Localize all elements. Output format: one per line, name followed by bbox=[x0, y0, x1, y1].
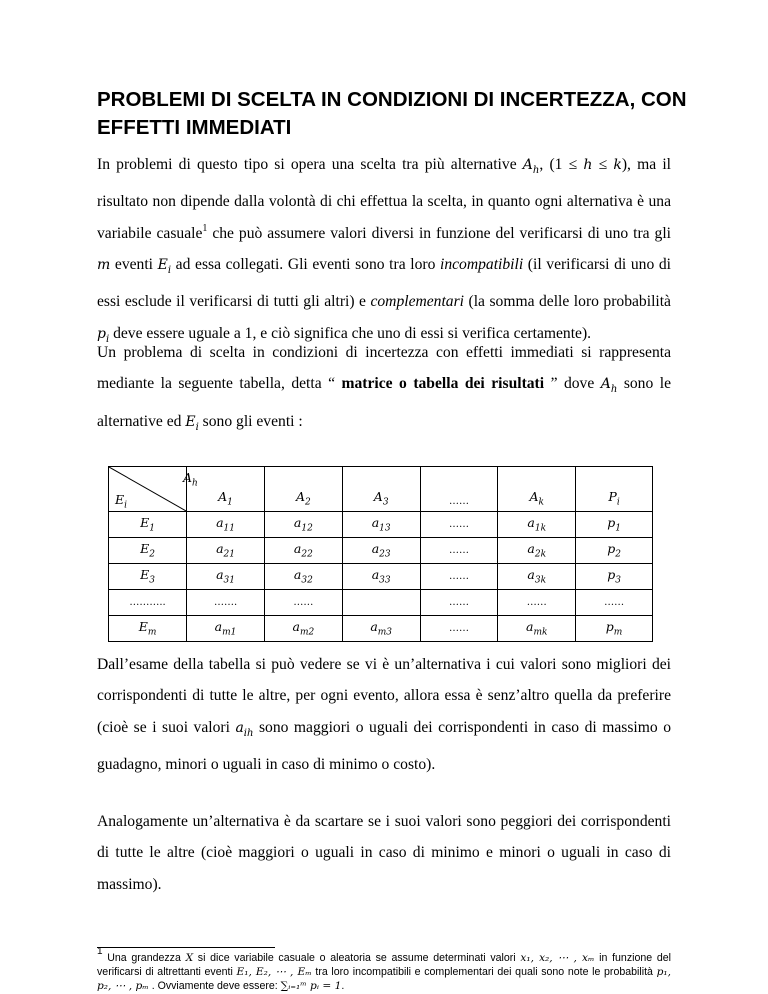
text: . bbox=[341, 980, 345, 992]
math-sub: ih bbox=[243, 727, 254, 739]
value-cell bbox=[187, 616, 265, 642]
table-intro-paragraph bbox=[97, 337, 671, 443]
cell-value: …… bbox=[448, 519, 469, 530]
text: deve essere uguale a 1, e ciò significa che uno di essi si verifica certamente). bbox=[109, 324, 592, 342]
math-var: p₁, p₂, ⋯ , pₘ bbox=[97, 966, 671, 992]
value-cell bbox=[420, 564, 498, 590]
cell-subscript: 2 bbox=[305, 497, 311, 507]
cell-value: a bbox=[371, 515, 380, 531]
math bbox=[600, 376, 618, 396]
value-cell bbox=[576, 616, 653, 642]
header-cell bbox=[187, 467, 265, 512]
value-cell bbox=[342, 616, 420, 642]
cell-subscript: 12 bbox=[301, 523, 313, 534]
cell-subscript: mk bbox=[533, 627, 548, 638]
cell-subscript: 21 bbox=[223, 549, 235, 560]
math-var: A bbox=[522, 157, 533, 173]
cell-value: a bbox=[293, 541, 302, 557]
text: eventi bbox=[110, 256, 158, 274]
cell-value: E bbox=[140, 541, 150, 557]
cell-value: a bbox=[216, 541, 224, 557]
math-sub: i bbox=[167, 264, 172, 276]
value-cell bbox=[342, 590, 420, 616]
cell-value: a bbox=[526, 619, 534, 635]
math-sub: h bbox=[532, 164, 540, 176]
cell-value: a bbox=[292, 619, 300, 635]
cell-subscript: 1k bbox=[534, 523, 547, 534]
text: che può assumere valori diversi in funzione del verificarsi di uno tra gli bbox=[207, 224, 671, 242]
text: (il verificarsi di uno di essi esclude il verificarsi di tutti gli altri) e bbox=[97, 256, 671, 311]
table-header-row bbox=[109, 467, 653, 512]
event-cell bbox=[109, 616, 187, 642]
value-cell bbox=[576, 538, 653, 564]
value-cell bbox=[187, 538, 265, 564]
cell-subscript: 22 bbox=[301, 549, 313, 560]
table-row bbox=[109, 538, 653, 564]
cell-value: p bbox=[607, 567, 616, 583]
value-cell bbox=[264, 616, 342, 642]
cell-subscript: 1 bbox=[615, 523, 621, 534]
math bbox=[522, 157, 540, 176]
analysis-paragraph bbox=[97, 649, 671, 780]
cell-value: p bbox=[607, 515, 616, 531]
text: sono maggiori o uguali dei corrispondenti in caso di massimo o guadagno, minori o uguali in caso di minimo o costo). bbox=[97, 718, 671, 774]
cell-subscript: 3 bbox=[149, 575, 155, 586]
cell-value: A bbox=[295, 488, 305, 504]
math-var: E bbox=[185, 413, 196, 430]
cell-subscript: 2k bbox=[534, 549, 547, 560]
text: si dice variabile casuale o aleatoria se assume determinati valori bbox=[193, 952, 521, 964]
cell-subscript: 2 bbox=[149, 549, 155, 560]
cell-subscript: 32 bbox=[301, 575, 313, 586]
value-cell bbox=[420, 590, 498, 616]
text: Dall’esame della tabella si può vedere se vi è un’alternativa i cui valori sono migliori dei corrispondenti di tutte le altre, per ogni evento, allora essa è senz’altro quella da preferire (cioè se i suoi valori bbox=[97, 656, 671, 736]
math-sub: i bbox=[195, 421, 199, 433]
value-cell bbox=[576, 564, 653, 590]
cell-value: …… bbox=[448, 545, 469, 556]
footnote-separator bbox=[97, 947, 275, 948]
cell-value: a bbox=[293, 515, 302, 531]
value-cell bbox=[420, 616, 498, 642]
document-title: PROBLEMI DI SCELTA IN CONDIZIONI DI INCERTEZZA, CON EFFETTI IMMEDIATI bbox=[97, 88, 687, 139]
cell-subscript: 33 bbox=[379, 575, 391, 586]
cell-subscript: 31 bbox=[223, 575, 235, 586]
cell-value: ……. bbox=[213, 597, 238, 608]
footnote-number: 1 bbox=[97, 946, 103, 957]
cell-value: a bbox=[214, 619, 223, 635]
cell-value: A bbox=[373, 488, 383, 504]
table-row bbox=[109, 590, 653, 616]
cell-value: p bbox=[605, 619, 614, 635]
text: . Ovviamente deve essere: bbox=[148, 980, 281, 992]
value-cell bbox=[498, 538, 576, 564]
event-cell bbox=[109, 590, 187, 616]
value-cell bbox=[576, 590, 653, 616]
cell-value: a bbox=[527, 541, 535, 557]
value-cell bbox=[264, 512, 342, 538]
event-cell bbox=[109, 538, 187, 564]
cell-value: a bbox=[216, 515, 224, 531]
emphasis: complementari bbox=[370, 293, 465, 311]
footnote bbox=[97, 946, 671, 993]
value-cell bbox=[342, 538, 420, 564]
footnote-ref[interactable]: 1 bbox=[202, 222, 208, 234]
results-matrix-table bbox=[108, 466, 653, 642]
event-cell bbox=[109, 564, 187, 590]
cell-subscript: m2 bbox=[299, 627, 315, 638]
text: ad essa collegati. Gli eventi sono tra loro bbox=[171, 256, 440, 274]
cell-subscript: 3 bbox=[382, 497, 389, 507]
cell-subscript: m1 bbox=[222, 627, 237, 638]
text: ” dove bbox=[544, 375, 601, 393]
cell-subscript: 23 bbox=[379, 549, 391, 560]
cell-value: E bbox=[138, 619, 148, 635]
math-var: k bbox=[613, 157, 622, 173]
header-cell bbox=[264, 467, 342, 512]
cell-subscript: 1 bbox=[227, 497, 233, 507]
math bbox=[185, 413, 199, 433]
cell-subscript: k bbox=[538, 497, 544, 507]
cell-value: a bbox=[216, 567, 224, 583]
math-var: E₁, E₂, ⋯ , Eₘ bbox=[236, 966, 312, 978]
math-var: m bbox=[97, 257, 111, 274]
cell-value: …… bbox=[448, 623, 469, 634]
math bbox=[235, 719, 254, 739]
value-cell bbox=[420, 538, 498, 564]
intro-paragraph bbox=[97, 149, 671, 355]
alternatives-label bbox=[183, 470, 198, 489]
math-var: x₁, x₂, ⋯ , xₘ bbox=[520, 952, 595, 964]
value-cell bbox=[342, 512, 420, 538]
label-var: A bbox=[183, 470, 193, 485]
cell-value: …… bbox=[448, 571, 469, 582]
text: Una grandezza bbox=[102, 952, 186, 964]
value-cell bbox=[342, 564, 420, 590]
cell-subscript: 1 bbox=[149, 523, 155, 534]
math-sub: i bbox=[105, 333, 110, 345]
emphasis: incompatibili bbox=[440, 256, 524, 274]
cell-subscript: m bbox=[147, 627, 157, 638]
cell-value: a bbox=[527, 567, 535, 583]
cell-subscript: m3 bbox=[377, 627, 393, 638]
cell-value: P bbox=[608, 488, 617, 504]
table-row bbox=[109, 616, 653, 642]
discard-paragraph: Analogamente un’alternativa è da scartare se i suoi valori sono peggiori dei corrispondenti di tutte le altre (cioè maggiori o uguali in caso di minimo e minori o uguali in caso di massimo). bbox=[97, 813, 671, 893]
cell-value: …… bbox=[604, 597, 625, 608]
cell-value: A bbox=[529, 488, 539, 504]
label-sub: h bbox=[192, 478, 198, 489]
header-cell bbox=[498, 467, 576, 512]
cell-value: E bbox=[140, 567, 150, 583]
math-var: X bbox=[185, 952, 194, 964]
math bbox=[157, 257, 172, 276]
text: in funzione del verificarsi di altrettanti eventi bbox=[97, 952, 671, 978]
cell-value: a bbox=[371, 567, 380, 583]
text: (la somma delle loro probabilità bbox=[464, 293, 671, 311]
header-cell bbox=[342, 467, 420, 512]
value-cell bbox=[187, 564, 265, 590]
cell-subscript: 13 bbox=[379, 523, 391, 534]
label-sub: i bbox=[124, 500, 128, 511]
table-row bbox=[109, 512, 653, 538]
text: In problemi di questo tipo si opera una scelta tra più alternative bbox=[97, 156, 523, 173]
value-cell bbox=[420, 512, 498, 538]
cell-value: …… bbox=[448, 597, 469, 608]
cell-subscript: i bbox=[616, 497, 620, 507]
cell-subscript: m bbox=[613, 627, 623, 638]
math-var: E bbox=[157, 257, 168, 274]
events-label bbox=[115, 492, 127, 511]
cell-subscript: 3 bbox=[615, 575, 621, 586]
table-row bbox=[109, 564, 653, 590]
math-var: h bbox=[583, 157, 593, 173]
math-var: p bbox=[97, 325, 106, 342]
cell-value: a bbox=[371, 541, 380, 557]
header-cell bbox=[576, 467, 653, 512]
label-var: E bbox=[115, 492, 125, 507]
cell-value: …… bbox=[293, 597, 314, 608]
cell-value: …… bbox=[448, 496, 469, 507]
math-var: ∑ᵢ₌₁ᵐ pᵢ = 1 bbox=[280, 980, 342, 992]
cell-subscript: 2 bbox=[615, 549, 621, 560]
text: ), ma il risultato non dipende dalla volontà di chi effettua la scelta, in quanto ogni alternativa è una variabile casuale bbox=[97, 156, 671, 242]
math-var: a bbox=[235, 719, 244, 736]
event-cell bbox=[109, 512, 187, 538]
text: sono gli eventi : bbox=[198, 412, 303, 430]
cell-subscript: 3k bbox=[534, 575, 547, 586]
cell-subscript: 11 bbox=[223, 523, 235, 534]
cell-value: E bbox=[140, 515, 150, 531]
text: ≤ bbox=[592, 156, 614, 173]
value-cell bbox=[264, 590, 342, 616]
text: sono le alternative ed bbox=[97, 375, 672, 430]
value-cell bbox=[264, 538, 342, 564]
value-cell bbox=[576, 512, 653, 538]
cell-value: a bbox=[293, 567, 302, 583]
value-cell bbox=[498, 590, 576, 616]
corner-cell bbox=[109, 467, 198, 512]
value-cell bbox=[187, 590, 265, 616]
cell-value: ……….. bbox=[129, 597, 166, 608]
text: tra loro incompatibili e complementari dei quali sono note le probabilità bbox=[311, 966, 657, 978]
header-cell bbox=[420, 467, 498, 512]
cell-value: a bbox=[527, 515, 535, 531]
value-cell bbox=[498, 616, 576, 642]
value-cell bbox=[187, 512, 265, 538]
cell-value: p bbox=[607, 541, 616, 557]
bold-term: matrice o tabella dei risultati bbox=[341, 375, 545, 393]
cell-value: a bbox=[370, 619, 378, 635]
math-sub: h bbox=[610, 384, 618, 396]
cell-value: A bbox=[218, 488, 228, 504]
cell-value: …… bbox=[526, 597, 547, 608]
value-cell bbox=[264, 564, 342, 590]
text: , (1 ≤ bbox=[539, 156, 584, 173]
math-var: A bbox=[600, 376, 611, 393]
value-cell bbox=[498, 564, 576, 590]
value-cell bbox=[498, 512, 576, 538]
text: Un problema di scelta in condizioni di incertezza con effetti immediati si rappresenta mediante la seguente tabella, detta “ bbox=[97, 344, 671, 393]
